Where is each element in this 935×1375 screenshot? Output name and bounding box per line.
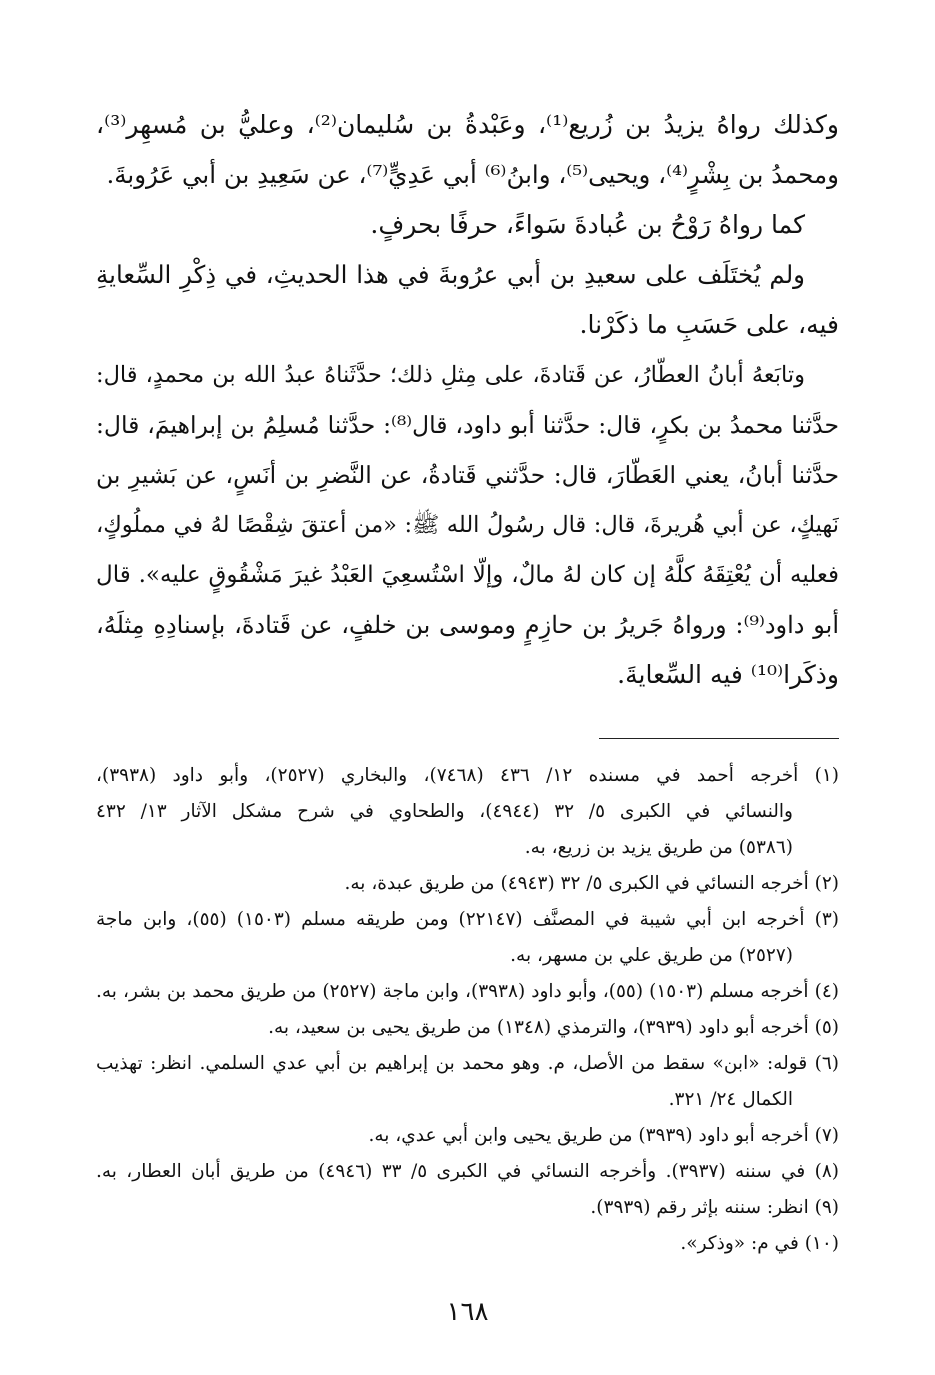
footnote-line: (٦) قوله: «ابن» سقط من الأصل، م. وهو محمد بن إبراهيم بن أبي عدي السلمي. انظر: تهذيب [96,1053,839,1074]
footnote-separator [599,738,839,739]
footnote-line: (٧) أخرجه أبو داود (٣٩٣٩) من طريق يحيى وابن أبي عدي، به. [368,1125,839,1146]
main-text-line: ولم يُختَلَف على سعيدِ بن أبي عرُوبةَ في هذا الحديثِ، في ذِكْرِ السِّعايةِ [96,260,805,289]
footnote-line: (١٠) في م: «وذكر». [680,1233,839,1254]
main-text-line: وكذلك رواهُ يزيدُ بن زُريع⁽¹⁾، وعَبْدةُ بن سُليمان⁽²⁾، وعليُّ بن مُسهِر⁽³⁾، [96,110,839,139]
footnotes [96,758,839,1262]
main-text-line: حدَّثنا أبانُ، يعني العَطّارَ، قال: حدَّثني قَتادةُ، عن النَّضرِ بن أنَسٍ، عن بَشيرِ بن [96,461,839,489]
main-text-line: وتابَعهُ أبانُ العطّارُ، عن قَتادةَ، على مِثلِ ذلك؛ حدَّثَناهُ عبدُ الله بن محمدٍ، قال: [96,362,805,388]
footnote-line: (١) أخرجه أحمد في مسنده ١٢/ ٤٣٦ (٧٤٦٨)، والبخاري (٢٥٢٧)، وأبو داود (٣٩٣٨)، [96,765,839,786]
footnote-line: (٢) أخرجه النسائي في الكبرى ٥/ ٣٢ (٤٩٤٣) من طريق عبدة، به. [344,873,839,894]
main-text-line: كما رواهُ رَوْحُ بن عُبادةَ سَواءً، حرفًا بحرفٍ. [370,210,805,239]
main-text-line: أبو داود⁽⁹⁾: ورواهُ جَريرُ بن حازِمٍ وموسى بن خلفٍ، عن قَتادةَ، بإسنادِهِ مِثلَهُ، [96,611,839,639]
page-number: ١٦٨ [446,1297,489,1327]
main-text-line: حدَّثنا محمدُ بن بكرٍ، قال: حدَّثنا أبو داود، قال⁽⁸⁾: حدَّثنا مُسلِمُ بن إبراهيمَ، قال: [96,411,839,439]
main-text-line: فيه، على حَسَبِ ما ذكَرْنا. [579,310,839,339]
footnote-line: والنسائي في الكبرى ٥/ ٣٢ (٤٩٤٤)، والطحاوي في شرح مشكل الآثار ١٣/ ٤٣٢ [96,801,793,822]
main-text-line: فعليه أن يُعْتِقَهُ كلَّهُ إن كان لهُ مالٌ، وإلّا اسْتُسعِيَ العَبْدُ غيرَ مَشْقُوقٍ عليه». قال [96,562,839,588]
footnote-line: (٣) أخرجه ابن أبي شيبة في المصنَّف (٢٢١٤٧) ومن طريقه مسلم (١٥٠٣) (٥٥)، وابن ماجة [96,909,839,930]
footnote-line: (٢٥٢٧) من طريق علي بن مسهر، به. [510,945,793,966]
footnote-line: (٤) أخرجه مسلم (١٥٠٣) (٥٥)، وأبو داود (٣٩٣٨)، وابن ماجة (٢٥٢٧) من طريق محمد بن بشر، به. [96,981,839,1002]
footnote-line: (٩) انظر: سننه بإثر رقم (٣٩٣٩). [590,1197,839,1218]
footnote-line: (٥٣٨٦) من طريق يزيد بن زريع، به. [524,837,793,858]
main-text [96,100,839,700]
main-text-line: ومحمدُ بن بِشْرٍ⁽⁴⁾، ويحيى⁽⁵⁾، وابنُ⁽⁶⁾ أبي عَدِيٍّ⁽⁷⁾، عن سَعِيدِ بن أبي عَرُوبةَ. [106,160,839,189]
footnote-line: الكمال ٢٤/ ٣٢١. [668,1089,793,1110]
footnote-line: (٥) أخرجه أبو داود (٣٩٣٩)، والترمذي (١٣٤٨) من طريق يحيى بن سعيد، به. [268,1017,839,1038]
footnote-line: (٨) في سننه (٣٩٣٧). وأخرجه النسائي في الكبرى ٥/ ٣٣ (٤٩٤٦) من طريق أبان العطار، به. [96,1161,839,1182]
main-text-line: نَهيكٍ، عن أبي هُريرةَ، قال: قال رسُولُ الله ﷺ: «من أعتقَ شِقْصًا لهُ في مملُوكٍ، [96,512,839,538]
main-text-line: وذكَرا⁽¹⁰⁾ فيه السِّعايةَ. [617,660,839,689]
